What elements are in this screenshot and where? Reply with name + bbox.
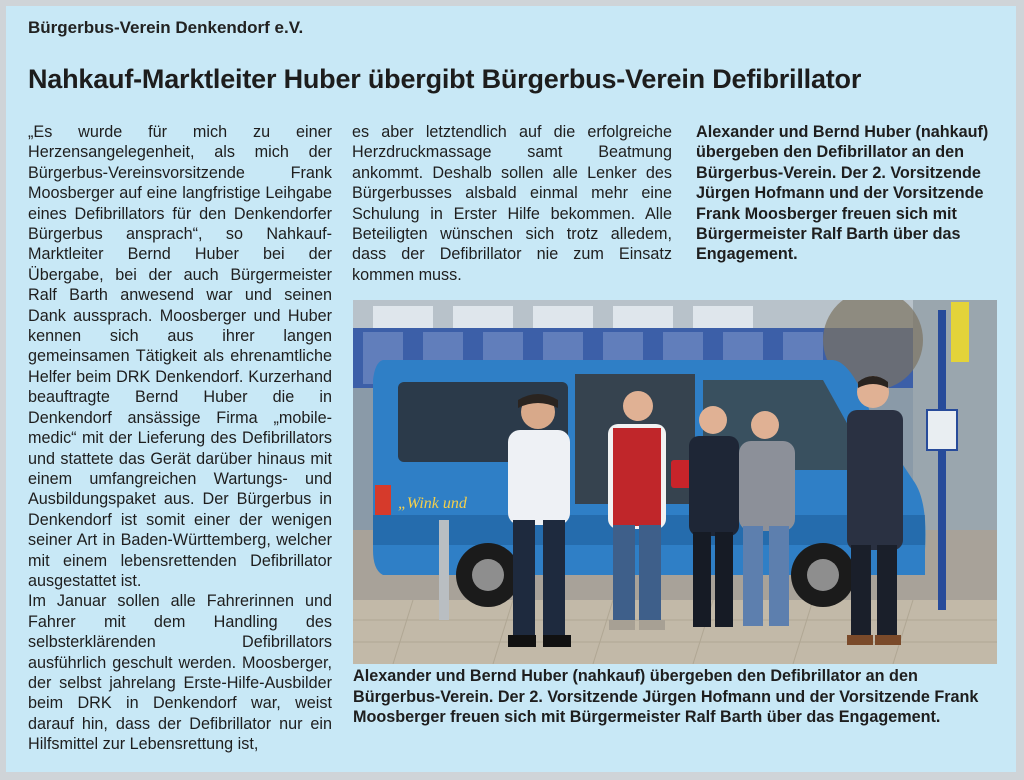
column3-caption-text: Alexander und Bernd Huber (nahkauf) übergeben den Defibrillator an den Bürgerbus-Verein. Der 2. Vorsitzende Jürgen Hofmann und der Vorsitzende Frank Moosberger freuen sich mit Bürgermeister Ralf Barth über das Engagement.: [696, 123, 989, 264]
column1-paragraph-2: Im Januar sollen alle Fahrerinnen und Fahrer mit dem Handling des selbsterklärenden Defibrillators ausführlich geschult werden. Moosberger, der selbst jahrelang Erste-Hilfe-Ausbilder beim DRK in Denkendorf war, weist darauf hin, dass der Defibrillator nur ein Hilfsmittel zur Lebensrettung ist,: [28, 592, 332, 754]
photo-caption: Alexander und Bernd Huber (nahkauf) übergeben den Defibrillator an den Bürgerbus-Verein. Der 2. Vorsitzende Jürgen Hofmann und der Vorsitzende Frank Moosberger freuen sich mit Bürgermeister Ralf Barth über das Engagement.: [353, 667, 979, 726]
article-column-2: [352, 122, 672, 285]
organization-name: Bürgerbus-Verein Denkendorf e.V.: [28, 18, 304, 37]
article-column-3-caption: [696, 122, 996, 265]
photo-illustration: [353, 300, 997, 664]
article-photo: [353, 300, 997, 664]
bus-lettering: „Wink und: [398, 495, 467, 512]
column1-paragraph-1: „Es wurde für mich zu einer Herzensangelegenheit, als mich der Bürgerbus-Vereinsvorsitzende Frank Moosberger auf eine langfristige Leihgabe eines Defibrillators für den Denkendorfer Bürgerbus ansprach“, so Nahkauf-Marktleiter Bernd Huber bei der Übergabe, bei der auch Bürgermeister Ralf Barth anwesend war und seinen Dank aussprach. Moosberger und Huber kennen sich aus ihrer langen gemeinsamen Tätigkeit als ehrenamtliche Helfer beim DRK Denkendorf. Kurzerhand beauftragte Bernd Huber die in Denkendorf ansässige Firma „mobile-medic“ mit der Lieferung des Defibrillators und stattete das Gerät darüber hinaus mit einem umfangreichen Wartungs- und Ausbildungspaket aus. Der Bürgerbus in Denkendorf ist somit einer der wenigen seiner Art in Baden-Württemberg, welcher mit einem lebensrettenden Defibrillator ausgestattet ist.: [28, 123, 332, 590]
column2-paragraph-1: es aber letztendlich auf die erfolgreiche Herzdruckmassage samt Beatmung ankommt. Deshalb sollen alle Lenker des Bürgerbusses alsbald einmal mehr eine Schulung in Erster Hilfe bekommen. Alle Beteiligten wünschen sich trotz alledem, dass der Defibrillator nie zum Einsatz kommen muss.: [352, 123, 672, 284]
article-headline: Nahkauf-Marktleiter Huber übergibt Bürgerbus-Verein Defibrillator: [28, 64, 862, 94]
article-page: [6, 6, 1016, 772]
article-column-1: [28, 122, 332, 755]
